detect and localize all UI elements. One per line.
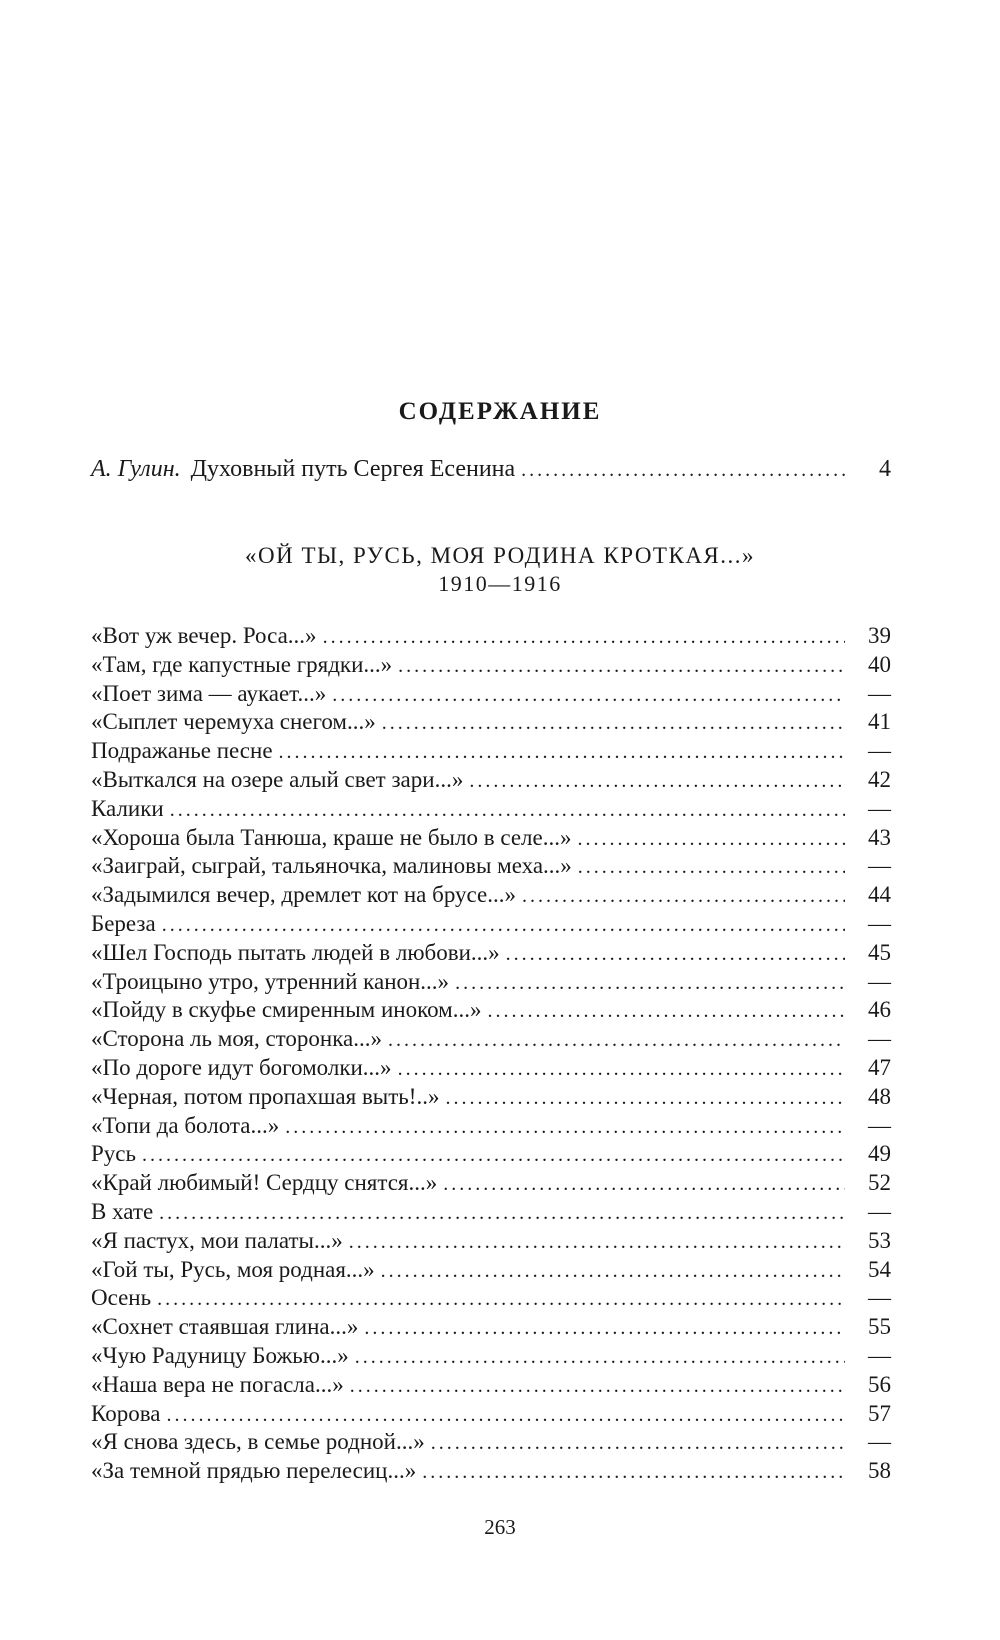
- dot-leader: [445, 1084, 845, 1113]
- dot-leader: [388, 1026, 845, 1055]
- toc-entry-title: «Гой ты, Русь, моя родная...»: [91, 1256, 375, 1282]
- toc-entry-page: 52: [868, 1170, 891, 1196]
- dot-leader: [355, 1343, 845, 1372]
- dot-leader: [578, 853, 845, 882]
- toc-entry-page: 53: [868, 1227, 891, 1253]
- dot-leader: [422, 1458, 845, 1487]
- toc-entry-page: 44: [868, 882, 891, 908]
- toc-entry-title: «Задымился вечер, дремлет кот на брусе...»: [91, 882, 516, 908]
- toc-entry: [91, 680, 891, 709]
- dot-leader: [142, 1141, 845, 1170]
- dot-leader: [382, 709, 845, 738]
- dot-leader: [521, 459, 845, 482]
- dot-leader: [166, 1401, 845, 1430]
- toc-entry-page: 56: [868, 1371, 891, 1397]
- toc-entry-title: «Пойду в скуфье смиренным иноком...»: [91, 997, 482, 1023]
- contents-heading: СОДЕРЖАНИЕ: [398, 398, 602, 425]
- toc-entry-title: «Сторона ль моя, сторонка...»: [91, 1026, 383, 1052]
- toc-entry: [91, 1227, 891, 1256]
- toc-entry-title: «Вот уж вечер. Роса...»: [91, 623, 317, 648]
- toc-entry: [91, 1112, 891, 1141]
- toc-entry-page: —: [868, 680, 891, 706]
- toc-entry-page: —: [868, 1342, 891, 1368]
- toc-entry: [91, 1054, 891, 1083]
- toc-entry: [91, 622, 891, 651]
- dot-leader: [157, 1285, 845, 1314]
- toc-entry: [91, 881, 891, 910]
- toc-entry: [91, 1428, 891, 1457]
- toc-entry-title: «Хороша была Танюша, краше не было в селе...»: [91, 824, 572, 850]
- toc-entry: [91, 1342, 891, 1371]
- toc-entry-title: «Край любимый! Сердцу снятся...»: [91, 1170, 438, 1196]
- dot-leader: [455, 969, 845, 998]
- toc-entry-page: 45: [868, 939, 891, 965]
- toc-entry-page: 54: [868, 1256, 891, 1282]
- toc-entry-page: —: [868, 1429, 891, 1455]
- toc-entry: [91, 1284, 891, 1313]
- section-title: «ОЙ ТЫ, РУСЬ, МОЯ РОДИНА КРОТКАЯ...»: [244, 543, 756, 568]
- dot-leader: [522, 882, 845, 911]
- page-number: 263: [484, 1515, 516, 1539]
- preface-title: Духовный путь Сергея Есенина: [190, 456, 516, 482]
- toc-entry-title: «Заиграй, сыграй, тальяночка, малиновы меха...»: [91, 853, 572, 879]
- toc-entry-title: «Наша вера не погасла...»: [91, 1371, 344, 1397]
- toc-entry-page: 41: [868, 709, 891, 735]
- toc-entry: [91, 1025, 891, 1054]
- toc-entry: [91, 737, 891, 766]
- toc-entry-page: 46: [868, 997, 891, 1023]
- dot-leader: [443, 1170, 845, 1199]
- toc-entry-title: Береза: [91, 910, 156, 936]
- toc-entry-page: 49: [868, 1141, 891, 1167]
- dot-leader: [398, 1055, 845, 1084]
- toc-entry-page: —: [868, 1112, 891, 1138]
- toc-entry: [91, 1256, 891, 1285]
- dot-leader: [381, 1257, 845, 1286]
- toc-entry-title: «По дороге идут богомолки...»: [91, 1054, 392, 1080]
- toc-entry-page: —: [868, 738, 891, 764]
- toc-entry-title: «Я пастух, мои палаты...»: [91, 1227, 343, 1253]
- toc-entry: [91, 1371, 891, 1400]
- toc-entry-title: «Черная, потом пропахшая выть!..»: [91, 1083, 440, 1109]
- dot-leader: [170, 796, 845, 825]
- section-years: 1910—1916: [438, 571, 562, 596]
- toc-entry-page: 58: [868, 1458, 891, 1484]
- toc-entry: [91, 1457, 891, 1486]
- toc-entry-page: 43: [868, 824, 891, 850]
- toc-entry-title: «Троицыно утро, утренний канон...»: [91, 968, 450, 994]
- toc-entry-title: «Сыплет черемуха снегом...»: [91, 709, 376, 735]
- toc-entry-page: 39: [868, 623, 891, 648]
- toc-entry-page: —: [868, 1198, 891, 1224]
- dot-leader: [350, 1372, 845, 1401]
- preface-author: А. Гулин.: [91, 456, 181, 482]
- toc-entry-title: Калики: [91, 795, 164, 821]
- preface-page: 4: [879, 456, 891, 482]
- dot-leader: [349, 1228, 845, 1257]
- toc-entry-page: 48: [868, 1083, 891, 1109]
- toc-entry: [91, 824, 891, 853]
- toc-entry-title: «Сохнет стаявшая глина...»: [91, 1314, 359, 1340]
- toc-entry-page: 57: [868, 1400, 891, 1426]
- dot-leader: [506, 940, 845, 969]
- toc-entry: [91, 766, 891, 795]
- toc-entry-title: «Поет зима — аукает...»: [91, 680, 327, 706]
- toc-entry: [91, 1198, 891, 1227]
- toc-entry-title: «Я снова здесь, в семье родной...»: [91, 1429, 425, 1455]
- toc-entry-title: «Выткался на озере алый свет зари...»: [91, 766, 464, 792]
- toc-entry-title: «Там, где капустные грядки...»: [91, 651, 393, 677]
- toc-entry-page: —: [868, 853, 891, 879]
- toc-entry-title: Корова: [91, 1400, 161, 1426]
- toc-entry: [91, 939, 891, 968]
- dot-leader: [162, 911, 845, 940]
- toc-entry-page: 40: [868, 651, 891, 677]
- toc-entry-page: —: [868, 795, 891, 821]
- dot-leader: [487, 997, 845, 1026]
- dot-leader: [323, 623, 845, 652]
- toc-entry-page: —: [868, 910, 891, 936]
- toc-list: [91, 622, 891, 1486]
- toc-entry-page: —: [868, 1285, 891, 1311]
- dot-leader: [332, 681, 845, 710]
- toc-entry-title: Осень: [91, 1285, 152, 1311]
- dot-leader: [431, 1429, 845, 1458]
- toc-entry-title: «Чую Радуницу Божью...»: [91, 1342, 349, 1368]
- toc-entry-title: «Топи да болота...»: [91, 1112, 280, 1138]
- toc-entry: [91, 1400, 891, 1429]
- toc-entry-title: Подражанье песне: [91, 738, 273, 764]
- toc-entry: [91, 795, 891, 824]
- toc-entry-title: «За темной прядью перелесиц...»: [91, 1458, 417, 1484]
- toc-entry: [91, 968, 891, 997]
- dot-leader: [577, 825, 845, 854]
- toc-entry: [91, 852, 891, 881]
- dot-leader: [279, 738, 845, 767]
- toc-entry-page: —: [868, 968, 891, 994]
- toc-entry: [91, 910, 891, 939]
- toc-entry: [91, 1083, 891, 1112]
- toc-entry: [91, 708, 891, 737]
- toc-entry: [91, 1169, 891, 1198]
- toc-entry: [91, 651, 891, 680]
- toc-entry-page: 42: [868, 766, 891, 792]
- dot-leader: [469, 767, 845, 796]
- preface-entry: [91, 456, 891, 486]
- toc-entry-page: 47: [868, 1054, 891, 1080]
- dot-leader: [285, 1113, 845, 1142]
- dot-leader: [398, 652, 845, 681]
- toc-entry: [91, 1140, 891, 1169]
- toc-entry-page: —: [868, 1026, 891, 1052]
- toc-entry-title: В хате: [91, 1198, 154, 1224]
- dot-leader: [159, 1199, 845, 1228]
- dot-leader: [364, 1314, 845, 1343]
- toc-entry-title: Русь: [91, 1141, 136, 1167]
- toc-entry-title: «Шел Господь пытать людей в любови...»: [91, 939, 500, 965]
- toc-entry-page: 55: [868, 1314, 891, 1340]
- toc-entry: [91, 1313, 891, 1342]
- toc-entry: [91, 996, 891, 1025]
